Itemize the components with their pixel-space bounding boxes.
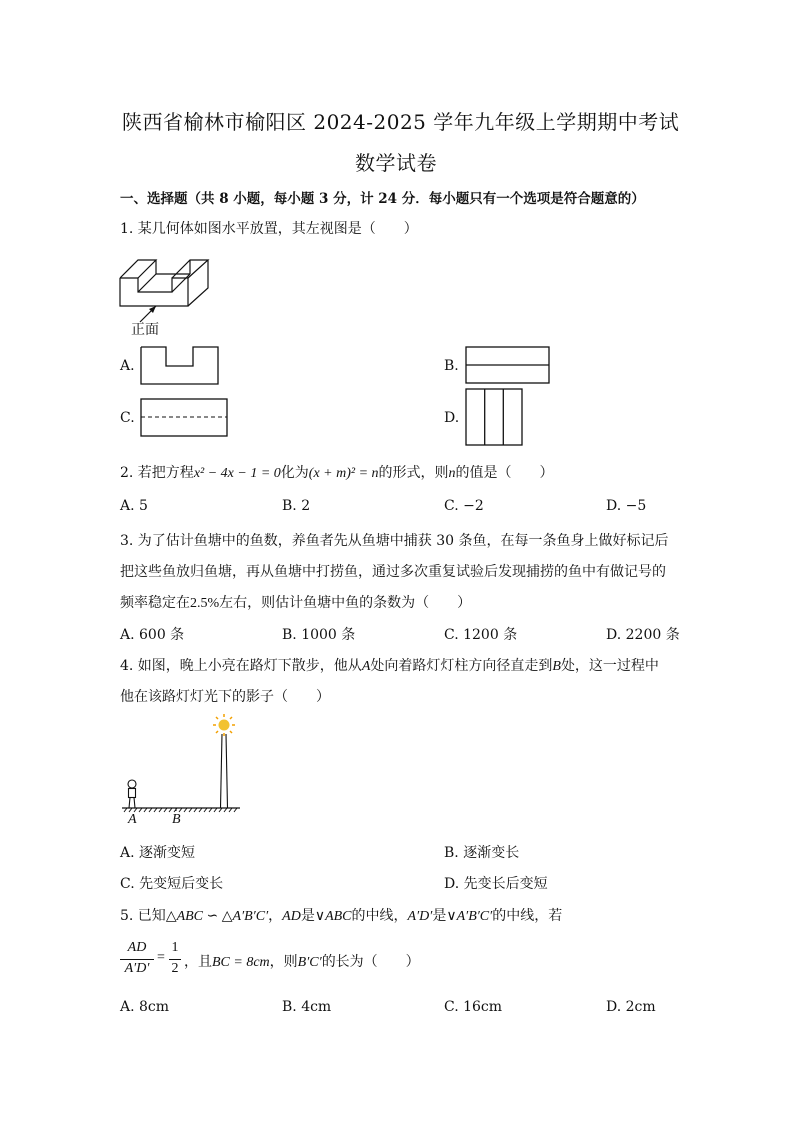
q5-frac2-bar: [169, 959, 181, 960]
question-2-stem: [120, 462, 554, 482]
q2-suffix: 的值是（ ）: [455, 465, 554, 481]
exam-subtitle: 数学试卷: [355, 151, 437, 175]
exam-title: 陕西省榆林市榆阳区 2024-2025 学年九年级上学期期中考试: [122, 110, 680, 134]
q5-triangle-abc: ∨ABC: [314, 909, 352, 924]
q5-bc: BC = 8cm: [212, 955, 270, 970]
q2-option-b: B. 2: [282, 498, 311, 514]
q4-option-c: C. 先变短后变长: [120, 876, 224, 892]
q1-option-a-figure: [140, 346, 220, 386]
q2-mid2: 的形式，则: [378, 465, 449, 481]
q5-option-a: A. 8cm: [120, 999, 170, 1015]
question-5-line2: [184, 951, 420, 971]
q2-option-d: D. −5: [606, 498, 647, 514]
question-4-line2: 他在该路灯灯光下的影子（ ）: [120, 689, 330, 705]
q2-option-c: C. −2: [444, 498, 484, 514]
q2-prefix: 2. 若把方程: [120, 465, 194, 481]
q3-option-d: D. 2200 条: [606, 627, 680, 643]
q4-streetlight-figure: [118, 712, 248, 822]
q4-point-b: B: [552, 659, 561, 674]
q4-line1-a: 4. 如图，晚上小亮在路灯下散步，他从: [120, 658, 362, 674]
q5-frac2-num: 1: [171, 940, 179, 955]
q1-option-b-figure: [465, 346, 551, 386]
q3-line3-b: 左右，则估计鱼塘中鱼的条数为（ ）: [219, 595, 472, 611]
q5-frac1-num: AD: [127, 940, 147, 955]
question-1-stem: 1. 某几何体如图水平放置，其左视图是（ ）: [120, 221, 418, 237]
q1-option-d-label: D.: [444, 410, 460, 426]
q5-bc-prime: B′C′: [297, 955, 322, 970]
q5-equals: =: [157, 950, 165, 965]
section-heading: 一、选择题（共 8 小题，每小题 3 分，计 24 分．每小题只有一个选项是符合题意的）: [120, 191, 645, 207]
question-5-line1: [120, 905, 562, 925]
q5-p9: 的长为（ ）: [321, 954, 420, 970]
q1-option-a-label: A.: [120, 358, 135, 374]
q2-target-form: (x + m)² = n: [308, 466, 379, 481]
q5-a-d-prime: A′D′: [407, 909, 433, 924]
question-4-line1: [120, 655, 659, 675]
q3-percent: 2.5%: [190, 596, 220, 611]
q5-p1: 5. 已知: [120, 908, 166, 924]
q5-p8: ，则: [269, 954, 298, 970]
question-3-line2: 把这些鱼放归鱼塘，再从鱼塘中打捞鱼，通过多次重复试验后发现捕捞的鱼中有做记号的: [120, 564, 666, 580]
q5-frac1-bar: [120, 959, 154, 960]
question-3-line3: [120, 592, 471, 612]
q5-option-b: B. 4cm: [282, 999, 332, 1015]
q3-option-c: C. 1200 条: [444, 627, 518, 643]
q5-p4: 的中线，: [351, 908, 408, 924]
q2-option-a: A. 5: [120, 498, 148, 514]
q5-ad: AD: [282, 909, 301, 924]
q1-option-d-figure: [465, 388, 525, 448]
q4-line1-b: 处向着路灯灯柱方向径直走到: [370, 658, 553, 674]
q4-figure-label-b: B: [172, 812, 181, 827]
q5-frac2-den: 2: [171, 961, 179, 976]
q2-mid: 化为: [280, 465, 309, 481]
q5-triangle-abc-prime: ∨A′B′C′: [446, 909, 493, 924]
q5-p7: ，且: [184, 954, 212, 970]
q5-p2: ，: [268, 908, 283, 924]
question-3-line1: 3. 为了估计鱼塘中的鱼数，养鱼者先从鱼塘中捕获 30 条鱼，在每一条鱼身上做好标记后: [120, 533, 669, 549]
q2-var-n: n: [448, 466, 456, 481]
q3-option-a: A. 600 条: [120, 627, 185, 643]
q5-frac1-den: A′D′: [124, 961, 150, 976]
q5-option-d: D. 2cm: [606, 999, 656, 1015]
q5-p6: 的中线，若: [492, 908, 563, 924]
q2-equation: x² − 4x − 1 = 0: [193, 466, 281, 481]
q1-option-c-label: C.: [120, 410, 135, 426]
q1-option-b-label: B.: [444, 358, 459, 374]
q5-option-c: C. 16cm: [444, 999, 503, 1015]
q4-option-a: A. 逐渐变短: [120, 845, 196, 861]
q3-option-b: B. 1000 条: [282, 627, 356, 643]
q1-option-c-figure: [140, 398, 230, 438]
q4-line1-c: 处，这一过程中: [560, 658, 659, 674]
q4-figure-label-a: A: [128, 812, 137, 827]
q5-p5: 是: [432, 908, 447, 924]
q3-line3-a: 频率稳定在: [120, 595, 190, 611]
q4-option-b: B. 逐渐变长: [444, 845, 520, 861]
q5-p3: 是: [300, 908, 315, 924]
q4-option-d: D. 先变长后变短: [444, 876, 548, 892]
front-label: 正面: [131, 322, 159, 338]
q5-similar-triangles: △ABC ∽ △A′B′C′: [165, 909, 269, 924]
q4-point-a: A: [361, 659, 371, 674]
